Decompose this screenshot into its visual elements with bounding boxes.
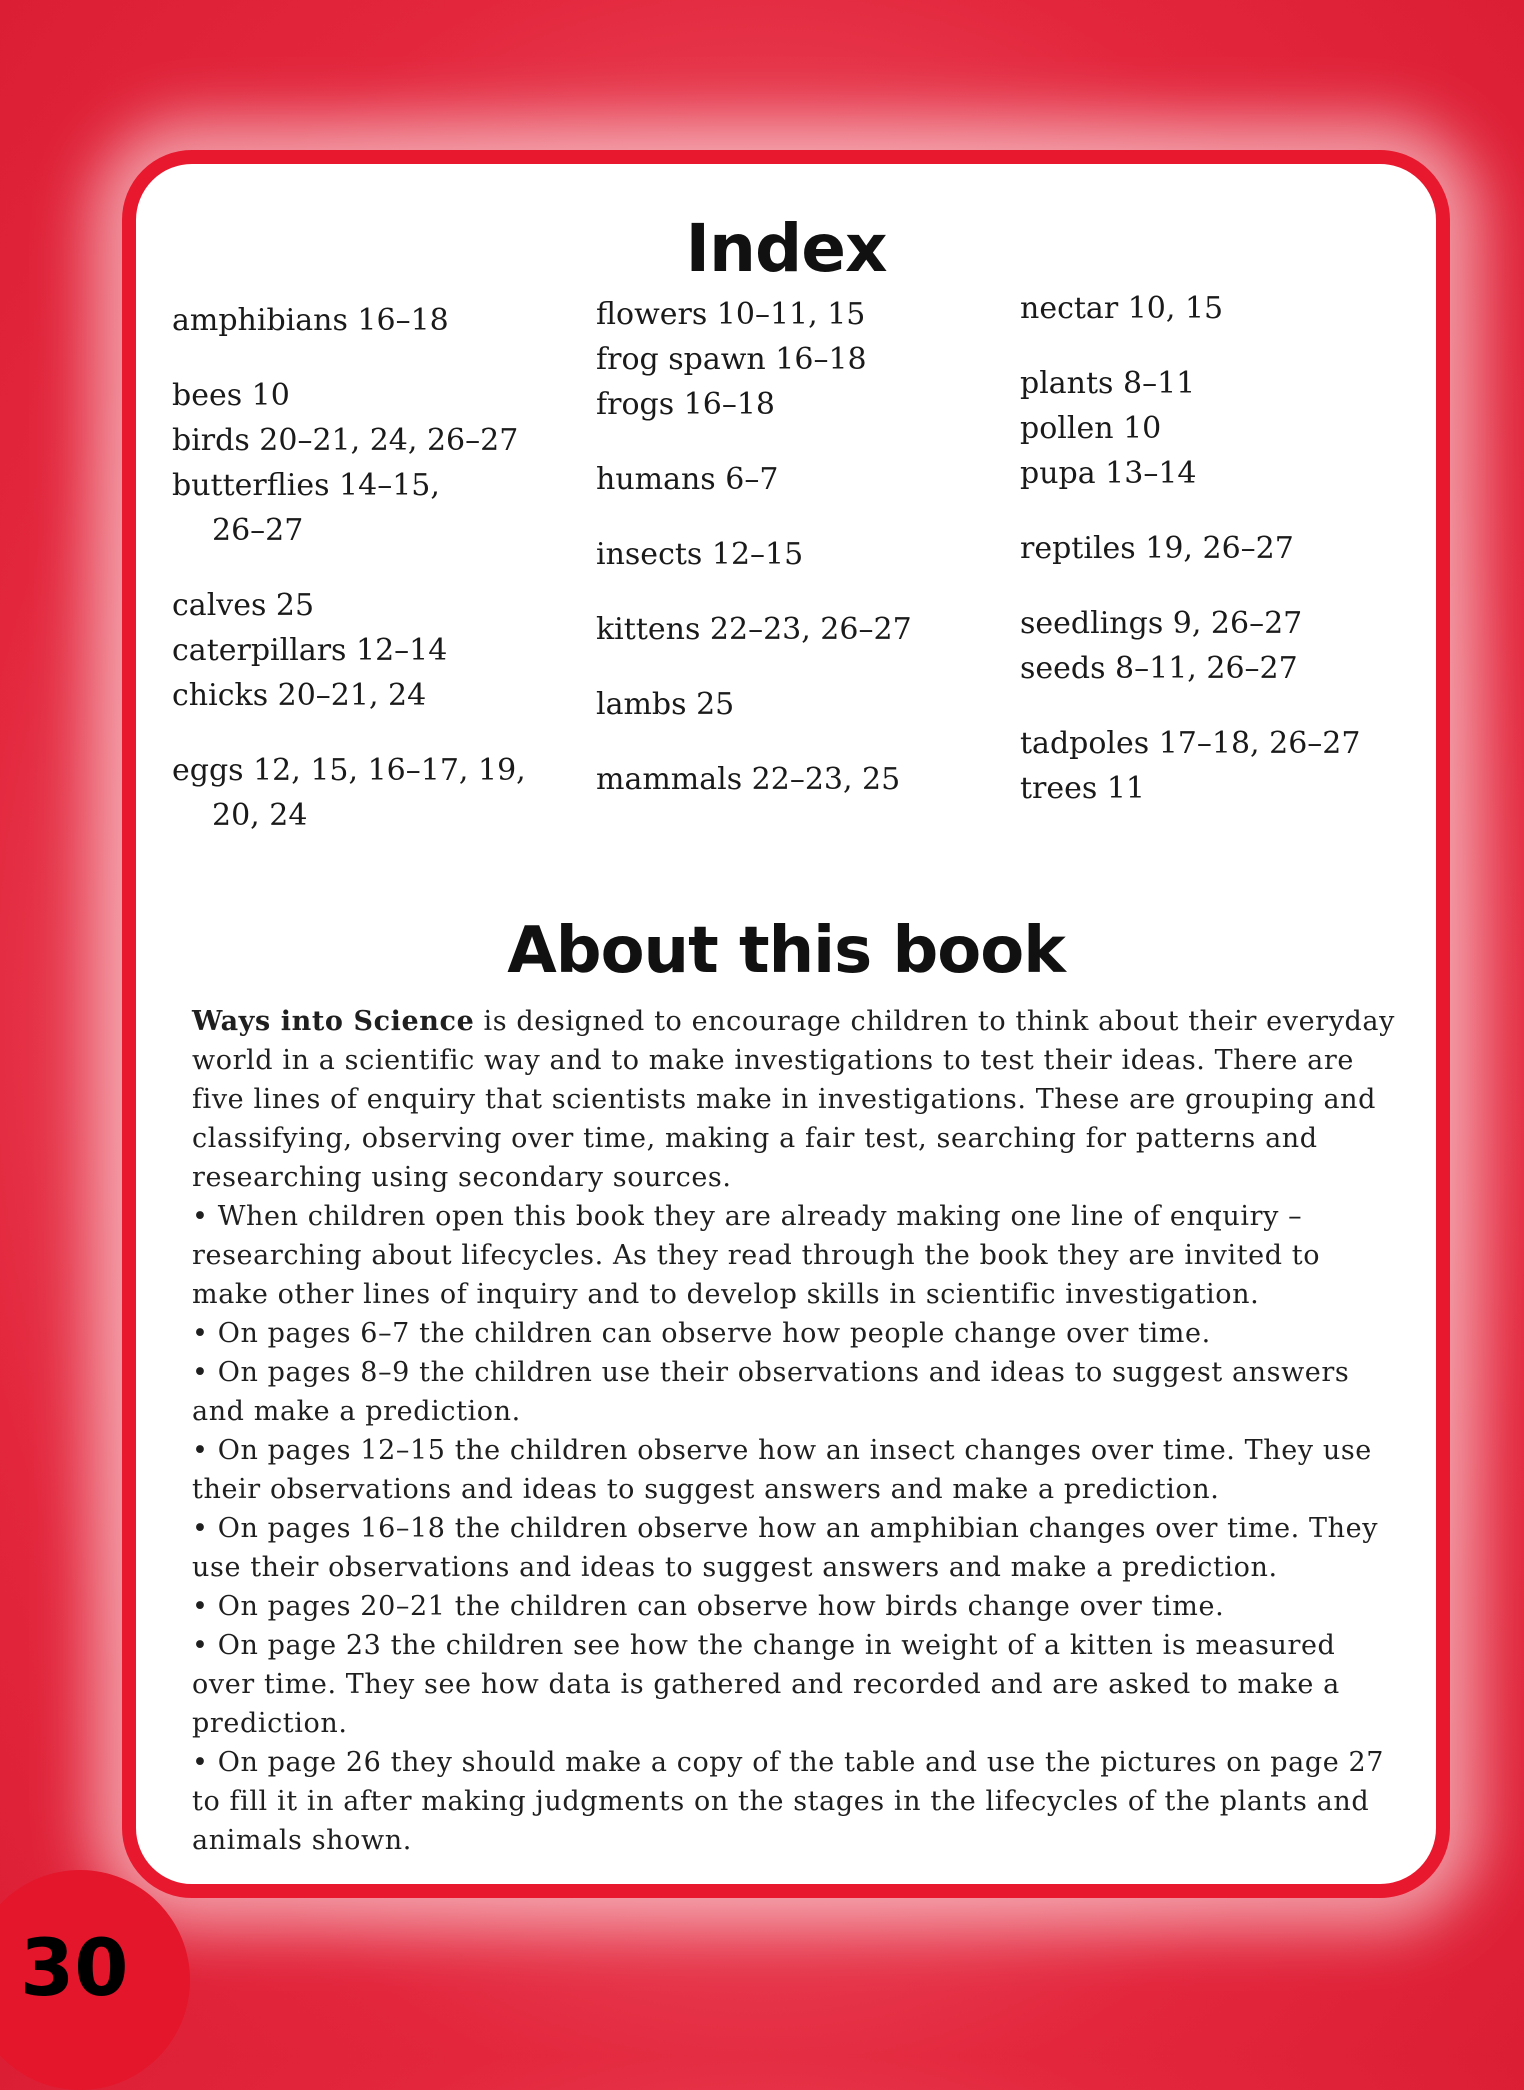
index-entry <box>172 673 592 718</box>
index-entry <box>1020 361 1440 406</box>
index-term: nectar 10, 15 <box>1020 291 1224 326</box>
index-entry <box>1020 286 1440 331</box>
index-entry <box>1020 721 1440 766</box>
index-gap <box>596 652 1016 682</box>
index-gap <box>596 577 1016 607</box>
index-gap <box>172 718 592 748</box>
index-term: kittens 22–23, 26–27 <box>596 612 912 647</box>
index-term: flowers 10–11, 15 <box>596 297 866 332</box>
index-term: pupa 13–14 <box>1020 456 1197 491</box>
about-body <box>192 1002 1402 1860</box>
index-gap <box>596 427 1016 457</box>
index-gap <box>172 553 592 583</box>
about-bullet: • On page 26 they should make a copy of the table and use the pictures on page 27 to fill it in after making judgments on the stages in the lifecycles of the plants and animals shown. <box>192 1747 1385 1856</box>
index-entry <box>1020 766 1440 811</box>
about-intro-text: is designed to encourage children to think about their everyday world in a scientific way and to make investigations to test their ideas. There are five lines of enquiry that scientists make in investigations. These are grouping and classifying, observing over time, making a fair test, searching for patterns and researching using secondary sources. <box>192 1006 1395 1193</box>
index-column-3 <box>1020 286 1440 811</box>
index-entry <box>172 418 592 463</box>
index-entry <box>1020 526 1440 571</box>
about-bullet: • When children open this book they are already making one line of enquiry – researching about lifecycles. As they read through the book they are invited to make other lines of inquiry and to develop skills in scientific investigation. <box>192 1201 1321 1310</box>
index-entry <box>172 628 592 673</box>
index-term-continued: 26–27 <box>212 513 304 548</box>
index-entry <box>596 337 1016 382</box>
index-entry <box>1020 646 1440 691</box>
index-entry <box>172 298 592 343</box>
index-entry <box>172 373 592 418</box>
index-gap <box>172 343 592 373</box>
index-term: plants 8–11 <box>1020 366 1196 401</box>
index-entry <box>596 382 1016 427</box>
index-gap <box>596 502 1016 532</box>
about-bullet: • On pages 6–7 the children can observe how people change over time. <box>192 1318 1211 1349</box>
index-entry <box>596 457 1016 502</box>
index-term: pollen 10 <box>1020 411 1162 446</box>
index-entry <box>596 682 1016 727</box>
index-entry <box>596 757 1016 802</box>
index-term: frog spawn 16–18 <box>596 342 867 377</box>
index-gap <box>1020 571 1440 601</box>
index-term: chicks 20–21, 24 <box>172 678 427 713</box>
about-title: About this book <box>507 914 1065 988</box>
index-column-2 <box>596 292 1016 802</box>
about-bullet: • On pages 8–9 the children use their observations and ideas to suggest answers and make a prediction. <box>192 1357 1350 1427</box>
index-term: tadpoles 17–18, 26–27 <box>1020 726 1361 761</box>
index-term: frogs 16–18 <box>596 387 775 422</box>
index-term: insects 12–15 <box>596 537 804 572</box>
index-term: birds 20–21, 24, 26–27 <box>172 423 519 458</box>
index-entry <box>596 292 1016 337</box>
about-intro-bold: Ways into Science <box>192 1006 475 1037</box>
index-entry <box>172 463 592 553</box>
index-term: humans 6–7 <box>596 462 779 497</box>
about-bullet: • On page 23 the children see how the change in weight of a kitten is measured over time. They see how data is gathered and recorded and are asked to make a prediction. <box>192 1630 1340 1739</box>
index-entry <box>1020 451 1440 496</box>
index-gap <box>1020 496 1440 526</box>
index-term: caterpillars 12–14 <box>172 633 448 668</box>
index-entry <box>172 583 592 628</box>
index-gap <box>1020 331 1440 361</box>
index-gap <box>1020 691 1440 721</box>
index-title: Index <box>685 210 887 287</box>
index-entry <box>1020 406 1440 451</box>
about-bullet: • On pages 12–15 the children observe how an insect changes over time. They use their observations and ideas to suggest answers and make a prediction. <box>192 1435 1372 1505</box>
index-term: amphibians 16–18 <box>172 303 449 338</box>
page-number-badge <box>0 1870 190 2090</box>
index-term: bees 10 <box>172 378 290 413</box>
index-term: eggs 12, 15, 16–17, 19, <box>172 753 526 788</box>
index-term: trees 11 <box>1020 771 1146 806</box>
about-bullet: • On pages 20–21 the children can observe how birds change over time. <box>192 1591 1225 1622</box>
about-intro <box>192 1002 1402 1197</box>
index-gap <box>596 727 1016 757</box>
index-term: butterflies 14–15, <box>172 468 440 503</box>
index-entry <box>596 532 1016 577</box>
index-term: seeds 8–11, 26–27 <box>1020 651 1298 686</box>
index-column-1 <box>172 298 592 838</box>
page-number: 30 <box>20 1924 129 2014</box>
index-term: reptiles 19, 26–27 <box>1020 531 1294 566</box>
index-term: lambs 25 <box>596 687 735 722</box>
index-term: seedlings 9, 26–27 <box>1020 606 1303 641</box>
index-entry <box>172 748 592 838</box>
index-term: mammals 22–23, 25 <box>596 762 901 797</box>
index-entry <box>596 607 1016 652</box>
index-term: calves 25 <box>172 588 315 623</box>
about-bullet: • On pages 16–18 the children observe how an amphibian changes over time. They use their observations and ideas to suggest answers and make a prediction. <box>192 1513 1379 1583</box>
content-panel <box>122 150 1450 1898</box>
index-entry <box>1020 601 1440 646</box>
index-term-continued: 20, 24 <box>212 798 308 833</box>
